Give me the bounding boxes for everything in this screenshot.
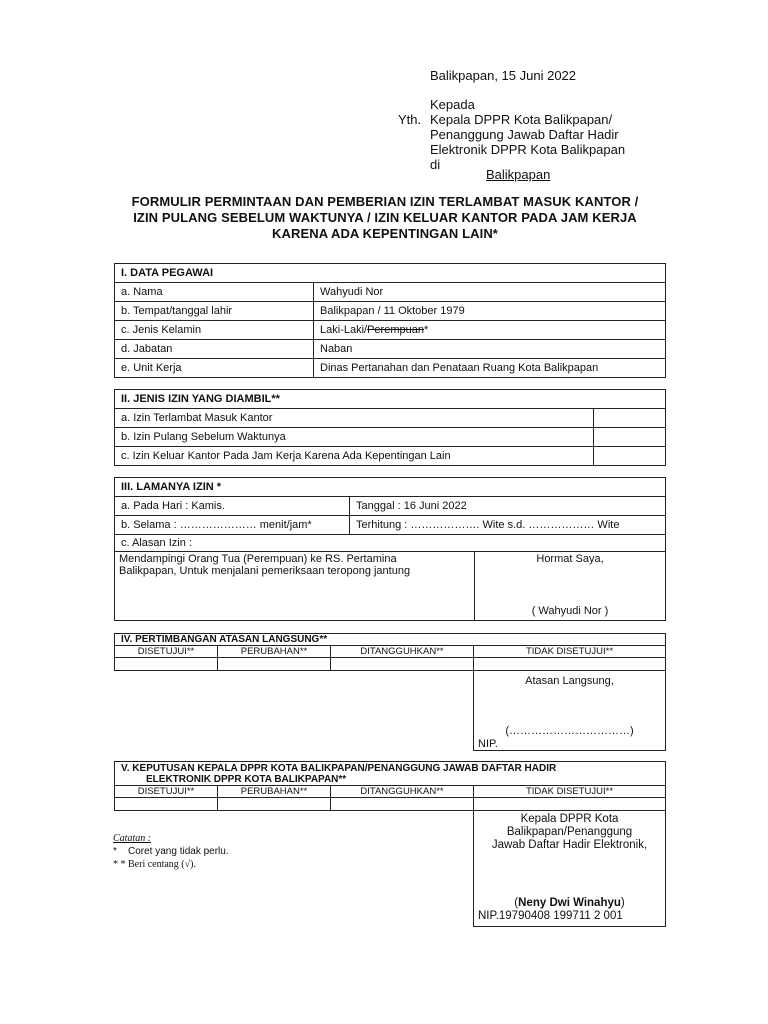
duration-field: b. Selama : ………………… menit/jam*: [115, 516, 350, 535]
s4-check-tidak-disetujui[interactable]: [474, 658, 666, 671]
regards-text: Hormat Saya,: [536, 553, 604, 565]
nama-value: Wahyudi Nor: [314, 283, 666, 302]
addressee-line3: Elektronik DPPR Kota Balikpapan: [430, 142, 626, 157]
izin-pulang-checkbox[interactable]: [594, 428, 666, 447]
izin-pulang-label: b. Izin Pulang Sebelum Waktunya: [115, 428, 594, 447]
s4-col-ditangguhkan: DITANGGUHKAN**: [331, 646, 474, 658]
official-nip: NIP.19790408 199711 2 001: [478, 910, 623, 922]
izin-keluar-label: c. Izin Keluar Kantor Pada Jam Kerja Karena Ada Kepentingan Lain: [115, 447, 594, 466]
s5-col-perubahan: PERUBAHAN**: [218, 786, 331, 798]
jabatan-label: d. Jabatan: [115, 340, 314, 359]
reason-label: c. Alasan Izin :: [115, 535, 666, 552]
yth-label: Yth.: [398, 112, 422, 127]
izin-terlambat-checkbox[interactable]: [594, 409, 666, 428]
official-name: (Neny Dwi Winahyu): [514, 897, 625, 909]
reason-line2: Balikpapan, Untuk menjalani pemeriksaan teropong jantung: [119, 565, 411, 577]
section4-header: IV. PERTIMBANGAN ATASAN LANGSUNG**: [115, 634, 666, 646]
atasan-sign-dots: (……………………………): [505, 725, 634, 737]
ttl-value: Balikpapan / 11 Oktober 1979: [314, 302, 666, 321]
s4-col-perubahan: PERUBAHAN**: [218, 646, 331, 658]
form-title: [100, 194, 670, 242]
jabatan-value: Naban: [314, 340, 666, 359]
gender-label: c. Jenis Kelamin: [115, 321, 314, 340]
s5-col-tidak-disetujui: TIDAK DISETUJUI**: [474, 786, 666, 798]
izin-terlambat-label: a. Izin Terlambat Masuk Kantor: [115, 409, 594, 428]
official-name-text: Neny Dwi Winahyu: [518, 897, 621, 909]
unit-value: Dinas Pertanahan dan Penataan Ruang Kota Balikpapan: [314, 359, 666, 378]
form-title-line2: IZIN PULANG SEBELUM WAKTUNYA / IZIN KELUAR KANTOR PADA JAM KERJA: [133, 210, 637, 225]
section4-table: [114, 633, 666, 751]
form-title-line1: FORMULIR PERMINTAAN DAN PEMBERIAN IZIN TERLAMBAT MASUK KANTOR /: [131, 194, 639, 209]
s4-col-tidak-disetujui: TIDAK DISETUJUI**: [474, 646, 666, 658]
section5-header-line2: ELEKTRONIK DPPR KOTA BALIKPAPAN**: [146, 774, 347, 785]
section2-header: II. JENIS IZIN YANG DIAMBIL**: [115, 390, 666, 409]
s4-sign-cell: [474, 671, 666, 751]
section3-table: [114, 477, 666, 621]
s5-sign-cell: [474, 811, 666, 927]
izin-keluar-checkbox[interactable]: [594, 447, 666, 466]
gender-male: Laki-Laki/: [320, 324, 368, 336]
gender-female-struck: Perempuan: [367, 324, 424, 336]
reason-line1: Mendampingi Orang Tua (Perempuan) ke RS. Pertamina: [119, 553, 397, 565]
s5-check-disetujui[interactable]: [115, 798, 218, 811]
counted-field: Terhitung : ………………. Wite s.d. ……………… Wite: [350, 516, 666, 535]
section1-table: [114, 263, 666, 378]
city-label: Balikpapan: [486, 167, 551, 182]
di-label: di: [430, 157, 441, 172]
s4-col-disetujui: DISETUJUI**: [115, 646, 218, 658]
s5-col-ditangguhkan: DITANGGUHKAN**: [331, 786, 474, 798]
nama-label: a. Nama: [115, 283, 314, 302]
note-2: * * Beri centang (√).: [113, 859, 196, 870]
addressee-line1: Kepala DPPR Kota Balikpapan/: [430, 112, 613, 127]
reason-cell: [115, 552, 475, 621]
atasan-nip: NIP.: [478, 738, 498, 750]
s5-col-disetujui: DISETUJUI**: [115, 786, 218, 798]
applicant-name: ( Wahyudi Nor ): [531, 605, 609, 617]
notes-title: Catatan :: [113, 833, 152, 844]
section5-table: [114, 761, 666, 927]
official-line2: Balikpapan/Penanggung: [506, 826, 633, 838]
place-date: Balikpapan, 15 Juni 2022: [430, 68, 577, 83]
kepada-label: Kepada: [430, 97, 475, 112]
note-1: * Coret yang tidak perlu.: [113, 846, 229, 857]
s4-empty-area: [115, 671, 474, 751]
section2-table: [114, 389, 666, 466]
s5-check-tidak-disetujui[interactable]: [474, 798, 666, 811]
applicant-sign-cell: [475, 552, 666, 621]
gender-value: [314, 321, 666, 340]
s5-check-perubahan[interactable]: [218, 798, 331, 811]
atasan-label: Atasan Langsung,: [525, 675, 614, 687]
section1-header: I. DATA PEGAWAI: [115, 264, 666, 283]
section5-header: [115, 762, 666, 786]
s5-check-ditangguhkan[interactable]: [331, 798, 474, 811]
day-field: a. Pada Hari : Kamis.: [115, 497, 350, 516]
date-field: Tanggal : 16 Juni 2022: [350, 497, 666, 516]
s4-check-disetujui[interactable]: [115, 658, 218, 671]
section5-header-line1: V. KEPUTUSAN KEPALA DPPR KOTA BALIKPAPAN/PENANGGUNG JAWAB DAFTAR HADIR: [121, 763, 557, 774]
ttl-label: b. Tempat/tanggal lahir: [115, 302, 314, 321]
unit-label: e. Unit Kerja: [115, 359, 314, 378]
s4-check-ditangguhkan[interactable]: [331, 658, 474, 671]
form-title-line3: KARENA ADA KEPENTINGAN LAIN*: [272, 226, 498, 241]
official-line3: Jawab Daftar Hadir Elektronik,: [491, 839, 648, 851]
addressee-line2: Penanggung Jawab Daftar Hadir: [430, 127, 619, 142]
gender-asterisk: *: [423, 324, 429, 336]
section3-header: III. LAMANYA IZIN *: [115, 478, 666, 497]
official-line1: Kepala DPPR Kota: [520, 813, 619, 825]
s4-check-perubahan[interactable]: [218, 658, 331, 671]
